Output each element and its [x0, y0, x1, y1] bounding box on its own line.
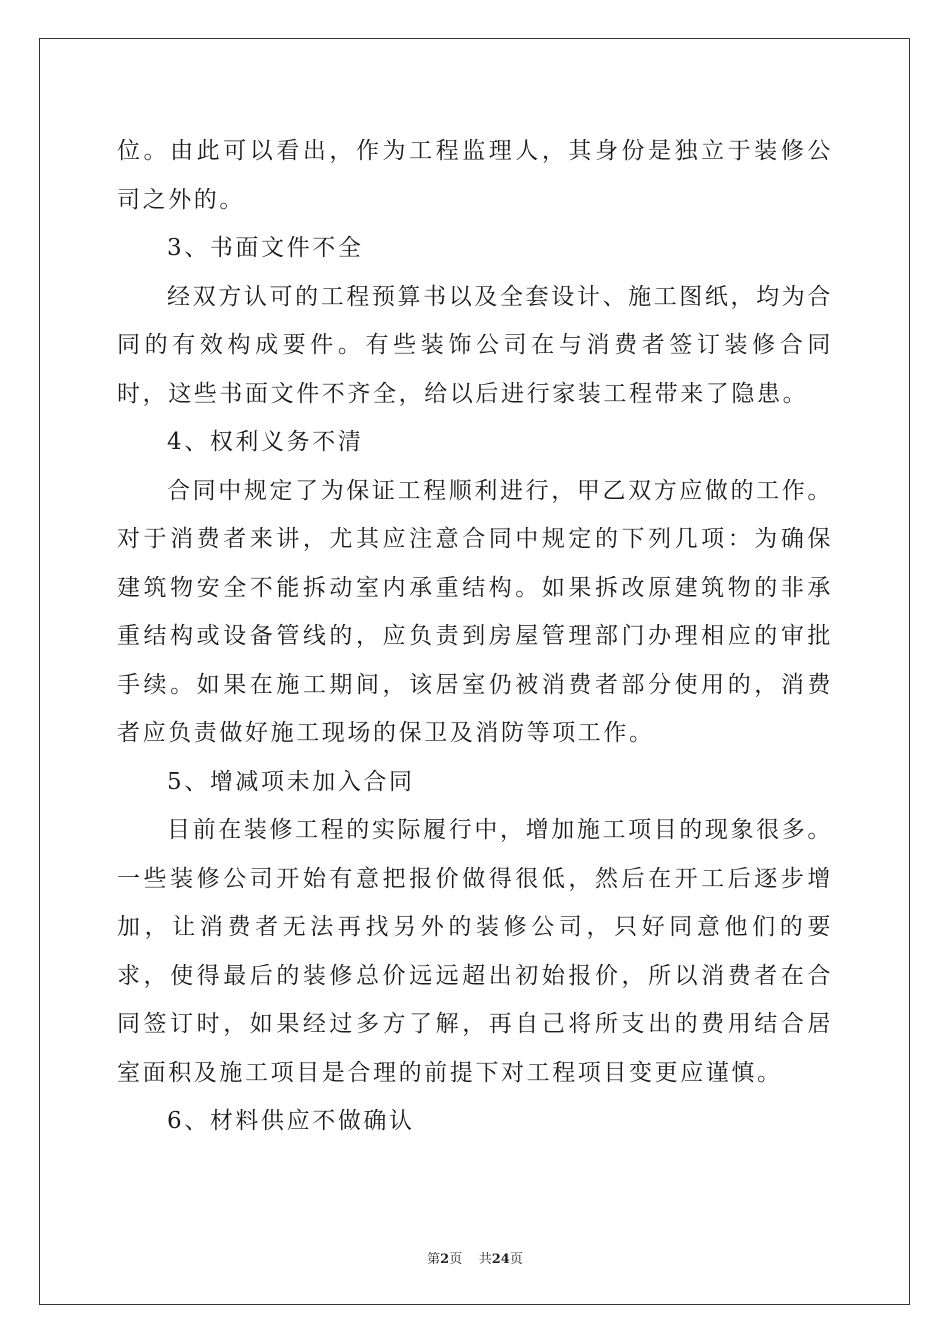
paragraph-continuation: 位。由此可以看出，作为工程监理人，其身份是独立于装修公司之外的。 — [117, 138, 833, 213]
paragraph-rights-obligations: 合同中规定了为保证工程顺利进行，甲乙双方应做的工作。对于消费者来讲，尤其应注意合同中规定的下列几项：为确保建筑物安全不能拆动室内承重结构。如果拆改原建筑物的非承重结构或设备管线的，应负责到房屋管理部门办理相应的审批手续。如果在施工期间，该居室仍被消费者部分使用的，消费者应负责做好施工现场的保卫及消防等项工作。 — [117, 477, 833, 746]
page-suffix: 页 — [449, 1252, 463, 1267]
page-prefix: 第 — [427, 1252, 441, 1267]
section-heading-3: 3、书面文件不全 — [167, 235, 364, 261]
section-heading-4: 4、权利义务不清 — [167, 429, 364, 455]
paragraph-additional-items: 目前在装修工程的实际履行中，增加施工项目的现象很多。一些装修公司开始有意把报价做得很低，然后在开工后逐步增加，让消费者无法再找另外的装修公司，只好同意他们的要求，使得最后的装修总价远远超出初始报价，所以消费者在合同签订时，如果经过多方了解，再自己将所支出的费用结合居室面积及施工项目是合理的前提下对工程项目变更应谨慎。 — [117, 817, 833, 1086]
paragraph-written-documents: 经双方认可的工程预算书以及全套设计、施工图纸，均为合同的有效构成要件。有些装饰公司在与消费者签订装修合同时，这些书面文件不齐全，给以后进行家装工程带来了隐患。 — [117, 283, 833, 407]
total-prefix: 共 — [478, 1252, 492, 1267]
total-pages: 24 — [491, 1252, 510, 1267]
section-heading-6: 6、材料供应不做确认 — [167, 1108, 415, 1134]
document-body — [117, 127, 833, 1146]
section-heading-5: 5、增减项未加入合同 — [167, 768, 415, 795]
page-footer — [0, 1248, 950, 1267]
page-number: 2 — [440, 1252, 450, 1267]
total-suffix: 页 — [509, 1252, 523, 1267]
